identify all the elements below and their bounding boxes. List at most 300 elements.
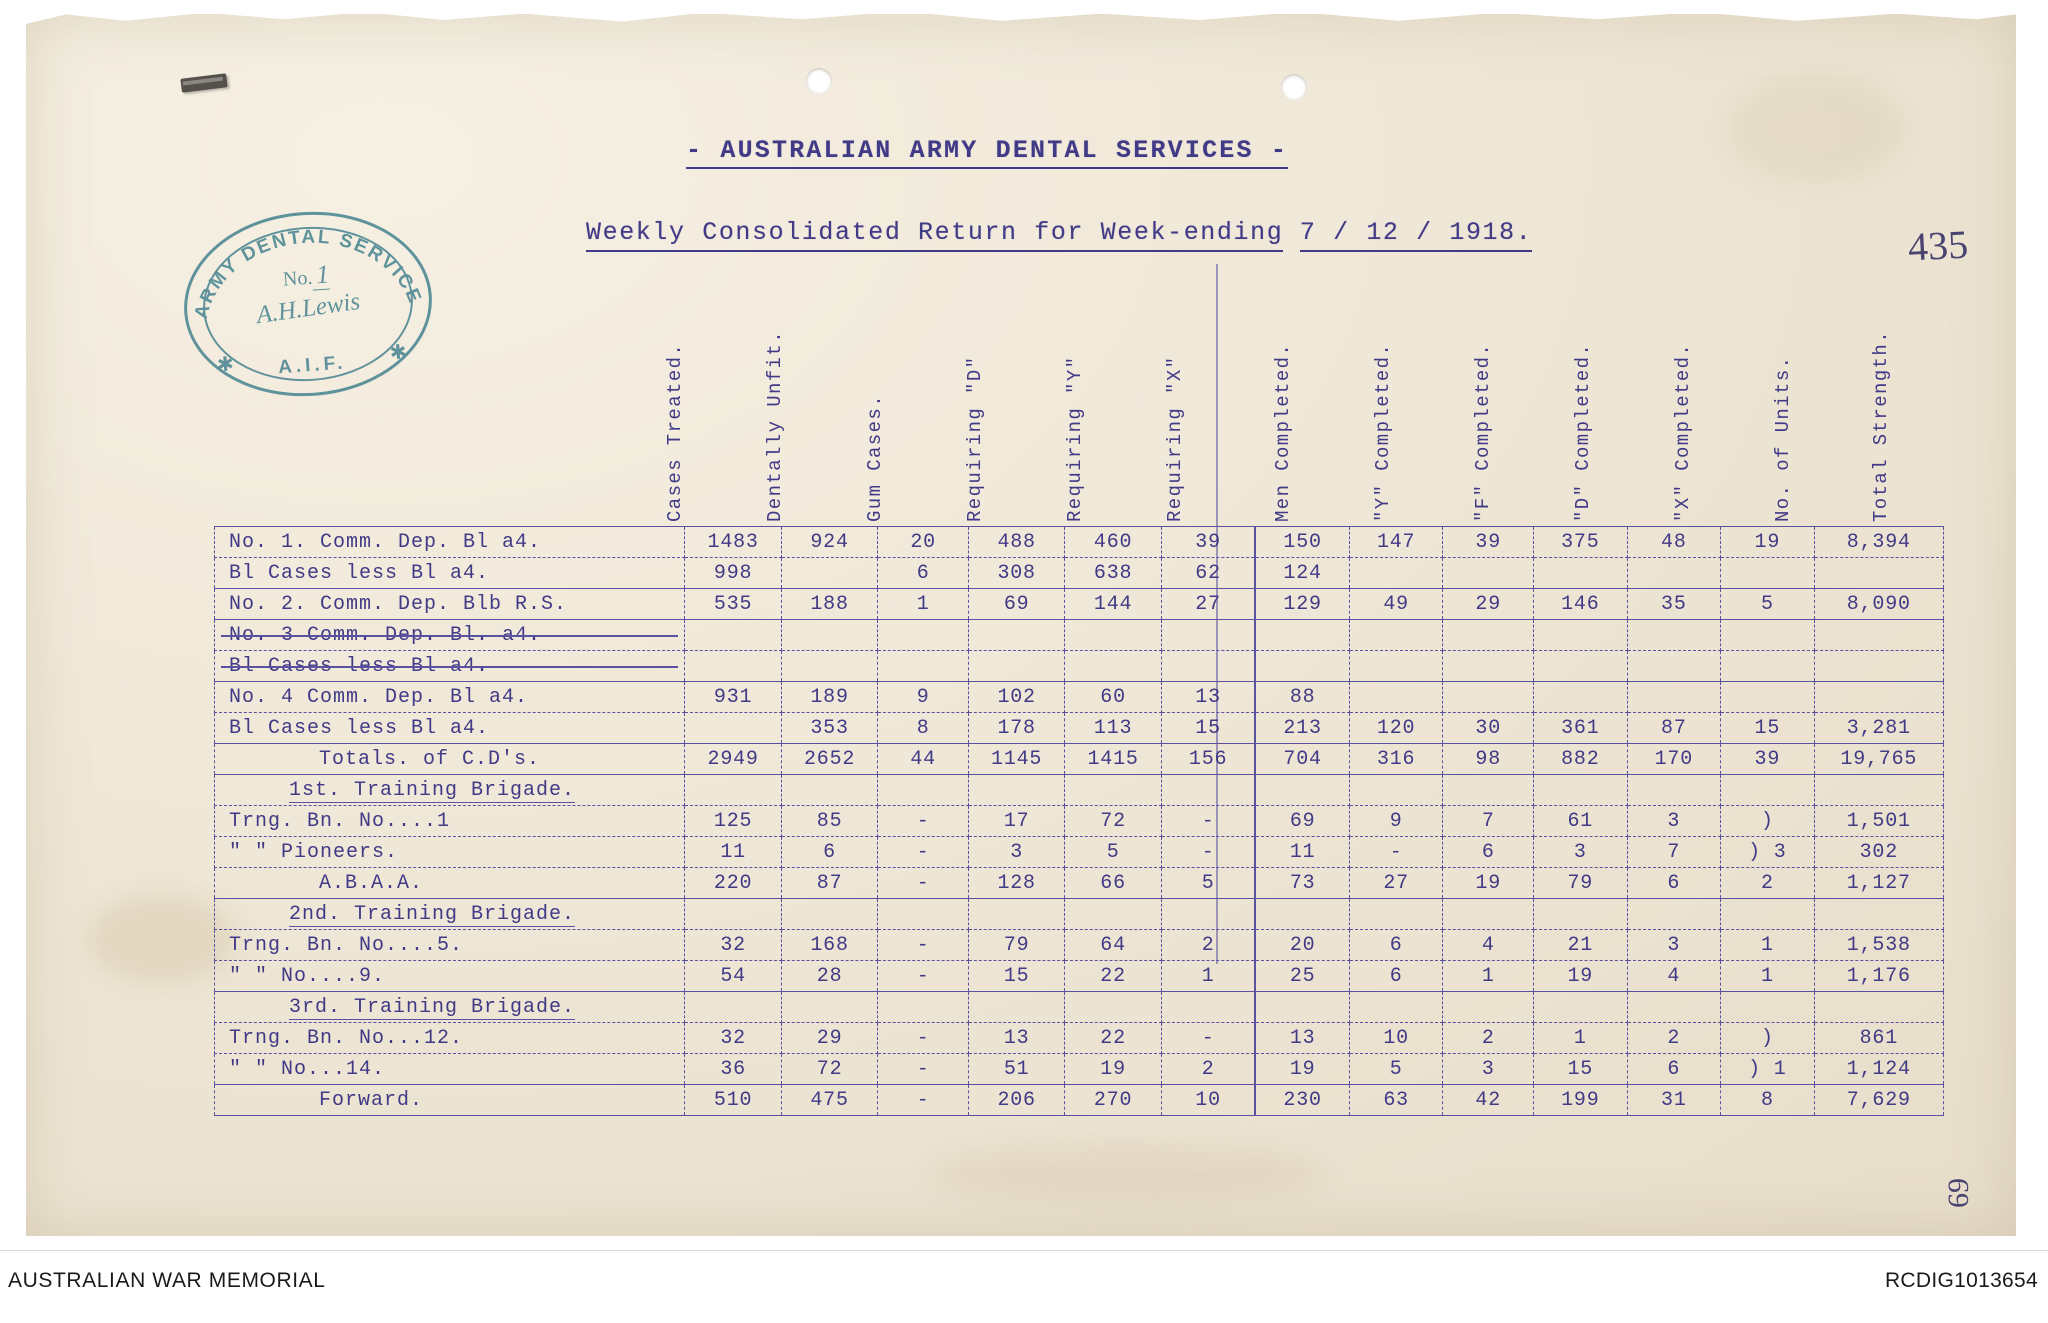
cell-r13-c4: 64 <box>1065 930 1161 961</box>
cell-r4-c8 <box>1443 651 1534 682</box>
cell-r13-c0: 32 <box>685 930 781 961</box>
column-header-13: Total Strength. <box>1870 329 1892 522</box>
paper-stain <box>1726 74 1906 184</box>
cell-r2-c6: 129 <box>1255 589 1349 620</box>
cell-r15-c6 <box>1255 992 1349 1023</box>
cell-r3-c5 <box>1161 620 1255 651</box>
cell-r9-c8: 7 <box>1443 806 1534 837</box>
cell-r2-c5: 27 <box>1161 589 1255 620</box>
column-header-8: "Y" Completed. <box>1372 342 1394 522</box>
cell-r3-c4 <box>1065 620 1161 651</box>
cell-r2-c7: 49 <box>1349 589 1443 620</box>
cell-r9-c3: 17 <box>968 806 1064 837</box>
cell-r9-c5: - <box>1161 806 1255 837</box>
cell-r11-c9: 79 <box>1534 868 1628 899</box>
column-header-12: No. of Units. <box>1772 355 1794 522</box>
document-subtitle-prefix: Weekly Consolidated Return for Week-ending <box>586 218 1283 252</box>
cell-r7-c11: 39 <box>1721 744 1815 775</box>
table-row <box>215 899 1944 930</box>
row-label: No. 3 Comm. Dep. Bl. a4. <box>215 620 685 651</box>
cell-r0-c3: 488 <box>968 527 1064 558</box>
cell-r11-c12: 1,127 <box>1814 868 1943 899</box>
cell-r5-c12 <box>1814 682 1943 713</box>
cell-r10-c10: 7 <box>1627 837 1721 868</box>
cell-r17-c7: 5 <box>1349 1054 1443 1085</box>
cell-r16-c9: 1 <box>1534 1023 1628 1054</box>
cell-r4-c0 <box>685 651 781 682</box>
cell-r14-c4: 22 <box>1065 961 1161 992</box>
cell-r11-c2: - <box>878 868 969 899</box>
cell-r13-c12: 1,538 <box>1814 930 1943 961</box>
row-label: No. 4 Comm. Dep. Bl a4. <box>215 682 685 713</box>
cell-r10-c5: - <box>1161 837 1255 868</box>
cell-r18-c0: 510 <box>685 1085 781 1116</box>
cell-r4-c6 <box>1255 651 1349 682</box>
cell-r12-c4 <box>1065 899 1161 930</box>
cell-r18-c7: 63 <box>1349 1085 1443 1116</box>
cell-r14-c1: 28 <box>781 961 877 992</box>
column-header-7: Men Completed. <box>1272 342 1294 522</box>
cell-r17-c6: 19 <box>1255 1054 1349 1085</box>
cell-r6-c11: 15 <box>1721 713 1815 744</box>
cell-r14-c2: - <box>878 961 969 992</box>
cell-r15-c3 <box>968 992 1064 1023</box>
cell-r18-c8: 42 <box>1443 1085 1534 1116</box>
cell-r13-c9: 21 <box>1534 930 1628 961</box>
cell-r17-c3: 51 <box>968 1054 1064 1085</box>
cell-r16-c10: 2 <box>1627 1023 1721 1054</box>
cell-r3-c0 <box>685 620 781 651</box>
cell-r6-c3: 178 <box>968 713 1064 744</box>
cell-r15-c11 <box>1721 992 1815 1023</box>
cell-r15-c1 <box>781 992 877 1023</box>
cell-r6-c4: 113 <box>1065 713 1161 744</box>
cell-r8-c5 <box>1161 775 1255 806</box>
cell-r1-c9 <box>1534 558 1628 589</box>
document-subtitle <box>586 218 1532 247</box>
cell-r6-c12: 3,281 <box>1814 713 1943 744</box>
cell-r12-c0 <box>685 899 781 930</box>
cell-r7-c2: 44 <box>878 744 969 775</box>
svg-text:ARMY DENTAL SERVICE: ARMY DENTAL SERVICE <box>190 226 426 322</box>
table-row <box>215 992 1944 1023</box>
cell-r3-c3 <box>968 620 1064 651</box>
cell-r8-c1 <box>781 775 877 806</box>
cell-r12-c2 <box>878 899 969 930</box>
cell-r14-c5: 1 <box>1161 961 1255 992</box>
cell-r15-c4 <box>1065 992 1161 1023</box>
cell-r11-c3: 128 <box>968 868 1064 899</box>
cell-r9-c6: 69 <box>1255 806 1349 837</box>
cell-r12-c10 <box>1627 899 1721 930</box>
row-label: No. 1. Comm. Dep. Bl a4. <box>215 527 685 558</box>
cell-r7-c5: 156 <box>1161 744 1255 775</box>
table-row <box>215 713 1944 744</box>
cell-r8-c7 <box>1349 775 1443 806</box>
cell-r18-c11: 8 <box>1721 1085 1815 1116</box>
table-row <box>215 1023 1944 1054</box>
cell-r6-c6: 213 <box>1255 713 1349 744</box>
column-header-6: Requiring "X" <box>1164 355 1186 522</box>
cell-r12-c8 <box>1443 899 1534 930</box>
cell-r1-c5: 62 <box>1161 558 1255 589</box>
cell-r9-c1: 85 <box>781 806 877 837</box>
cell-r0-c0: 1483 <box>685 527 781 558</box>
table-row <box>215 837 1944 868</box>
cell-r15-c5 <box>1161 992 1255 1023</box>
cell-r18-c6: 230 <box>1255 1085 1349 1116</box>
cell-r2-c8: 29 <box>1443 589 1534 620</box>
table-row <box>215 1054 1944 1085</box>
cell-r14-c12: 1,176 <box>1814 961 1943 992</box>
cell-r5-c9 <box>1534 682 1628 713</box>
cell-r1-c10 <box>1627 558 1721 589</box>
cell-r12-c3 <box>968 899 1064 930</box>
cell-r16-c5: - <box>1161 1023 1255 1054</box>
cell-r16-c1: 29 <box>781 1023 877 1054</box>
cell-r1-c11 <box>1721 558 1815 589</box>
cell-r8-c8 <box>1443 775 1534 806</box>
row-label: " " No...14. <box>215 1054 685 1085</box>
column-header-3: Gum Cases. <box>864 393 886 522</box>
table-row <box>215 961 1944 992</box>
cell-r7-c6: 704 <box>1255 744 1349 775</box>
cell-r5-c11 <box>1721 682 1815 713</box>
side-number: 69 <box>1942 1178 1975 1208</box>
cell-r2-c1: 188 <box>781 589 877 620</box>
cell-r8-c11 <box>1721 775 1815 806</box>
cell-r10-c9: 3 <box>1534 837 1628 868</box>
cell-r0-c10: 48 <box>1627 527 1721 558</box>
cell-r9-c12: 1,501 <box>1814 806 1943 837</box>
cell-r16-c7: 10 <box>1349 1023 1443 1054</box>
cell-r0-c5: 39 <box>1161 527 1255 558</box>
cell-r5-c4: 60 <box>1065 682 1161 713</box>
cell-r10-c4: 5 <box>1065 837 1161 868</box>
cell-r7-c10: 170 <box>1627 744 1721 775</box>
row-label: Totals. of C.D's. <box>215 744 685 775</box>
cell-r8-c6 <box>1255 775 1349 806</box>
document-subtitle-date: 7 / 12 / 1918. <box>1300 218 1532 252</box>
cell-r1-c1 <box>781 558 877 589</box>
cell-r3-c8 <box>1443 620 1534 651</box>
cell-r2-c12: 8,090 <box>1814 589 1943 620</box>
column-header-1: Cases Treated. <box>664 342 686 522</box>
row-label: Bl Cases less Bl a4. <box>215 651 685 682</box>
cell-r9-c9: 61 <box>1534 806 1628 837</box>
cell-r17-c8: 3 <box>1443 1054 1534 1085</box>
folio-number: 435 <box>1906 221 1970 270</box>
cell-r4-c7 <box>1349 651 1443 682</box>
document-title <box>686 136 1288 165</box>
cell-r11-c5: 5 <box>1161 868 1255 899</box>
cell-r5-c3: 102 <box>968 682 1064 713</box>
cell-r18-c5: 10 <box>1161 1085 1255 1116</box>
stamp-bottom-text: A.I.F. <box>277 352 348 379</box>
stamp-no-value: 1 <box>311 259 330 290</box>
cell-r15-c8 <box>1443 992 1534 1023</box>
cell-r3-c2 <box>878 620 969 651</box>
cell-r17-c1: 72 <box>781 1054 877 1085</box>
cell-r9-c4: 72 <box>1065 806 1161 837</box>
table-row <box>215 775 1944 806</box>
table-row <box>215 682 1944 713</box>
cell-r16-c4: 22 <box>1065 1023 1161 1054</box>
cell-r8-c2 <box>878 775 969 806</box>
table-row <box>215 620 1944 651</box>
row-label: " " No....9. <box>215 961 685 992</box>
table-row <box>215 806 1944 837</box>
stamp-star-left-icon: ✱ <box>216 353 235 377</box>
cell-r7-c8: 98 <box>1443 744 1534 775</box>
cell-r9-c10: 3 <box>1627 806 1721 837</box>
cell-r10-c2: - <box>878 837 969 868</box>
cell-r8-c4 <box>1065 775 1161 806</box>
cell-r6-c9: 361 <box>1534 713 1628 744</box>
cell-r9-c0: 125 <box>685 806 781 837</box>
cell-r15-c0 <box>685 992 781 1023</box>
row-label: " " Pioneers. <box>215 837 685 868</box>
cell-r7-c7: 316 <box>1349 744 1443 775</box>
cell-r13-c11: 1 <box>1721 930 1815 961</box>
table-row <box>215 1085 1944 1116</box>
caption-bar <box>0 1250 2048 1323</box>
cell-r12-c11 <box>1721 899 1815 930</box>
cell-r10-c11: ) 3 <box>1721 837 1815 868</box>
column-header-2: Dentally Unfit. <box>764 329 786 522</box>
cell-r11-c10: 6 <box>1627 868 1721 899</box>
cell-r7-c12: 19,765 <box>1814 744 1943 775</box>
cell-r6-c1: 353 <box>781 713 877 744</box>
cell-r3-c12 <box>1814 620 1943 651</box>
cell-r6-c2: 8 <box>878 713 969 744</box>
cell-r12-c1 <box>781 899 877 930</box>
cell-r2-c4: 144 <box>1065 589 1161 620</box>
cell-r13-c3: 79 <box>968 930 1064 961</box>
cell-r2-c9: 146 <box>1534 589 1628 620</box>
cell-r12-c9 <box>1534 899 1628 930</box>
cell-r5-c1: 189 <box>781 682 877 713</box>
cell-r5-c6: 88 <box>1255 682 1349 713</box>
cell-r5-c0: 931 <box>685 682 781 713</box>
cell-r0-c9: 375 <box>1534 527 1628 558</box>
weekly-return-table <box>214 526 1944 1116</box>
cell-r0-c2: 20 <box>878 527 969 558</box>
paper-stain <box>926 1144 1326 1204</box>
row-label: Forward. <box>215 1085 685 1116</box>
cell-r4-c3 <box>968 651 1064 682</box>
cell-r7-c1: 2652 <box>781 744 877 775</box>
row-label: 3rd. Training Brigade. <box>215 992 685 1023</box>
cell-r14-c7: 6 <box>1349 961 1443 992</box>
cell-r5-c10 <box>1627 682 1721 713</box>
table-row <box>215 868 1944 899</box>
cell-r8-c0 <box>685 775 781 806</box>
cell-r16-c0: 32 <box>685 1023 781 1054</box>
cell-r10-c6: 11 <box>1255 837 1349 868</box>
cell-r9-c7: 9 <box>1349 806 1443 837</box>
cell-r16-c12: 861 <box>1814 1023 1943 1054</box>
cell-r17-c10: 6 <box>1627 1054 1721 1085</box>
column-header-4: Requiring "D" <box>964 355 986 522</box>
document-title-text: - AUSTRALIAN ARMY DENTAL SERVICES - <box>686 136 1288 169</box>
cell-r3-c10 <box>1627 620 1721 651</box>
table-row <box>215 589 1944 620</box>
cell-r17-c11: ) 1 <box>1721 1054 1815 1085</box>
cell-r16-c11: ) <box>1721 1023 1815 1054</box>
cell-r17-c0: 36 <box>685 1054 781 1085</box>
staple <box>180 73 227 93</box>
row-label: 2nd. Training Brigade. <box>215 899 685 930</box>
cell-r13-c5: 2 <box>1161 930 1255 961</box>
row-label: Trng. Bn. No...12. <box>215 1023 685 1054</box>
cell-r18-c2: - <box>878 1085 969 1116</box>
cell-r6-c0 <box>685 713 781 744</box>
cell-r10-c3: 3 <box>968 837 1064 868</box>
cell-r5-c8 <box>1443 682 1534 713</box>
cell-r16-c2: - <box>878 1023 969 1054</box>
table-row <box>215 651 1944 682</box>
column-header-10: "D" Completed. <box>1572 342 1594 522</box>
cell-r11-c1: 87 <box>781 868 877 899</box>
cell-r18-c4: 270 <box>1065 1085 1161 1116</box>
cell-r14-c11: 1 <box>1721 961 1815 992</box>
cell-r5-c5: 13 <box>1161 682 1255 713</box>
cell-r13-c7: 6 <box>1349 930 1443 961</box>
cell-r11-c4: 66 <box>1065 868 1161 899</box>
cell-r14-c3: 15 <box>968 961 1064 992</box>
cell-r6-c10: 87 <box>1627 713 1721 744</box>
column-header-11: "X" Completed. <box>1672 342 1694 522</box>
cell-r11-c8: 19 <box>1443 868 1534 899</box>
row-label: Bl Cases less Bl a4. <box>215 713 685 744</box>
punch-hole <box>1281 74 1307 100</box>
cell-r16-c8: 2 <box>1443 1023 1534 1054</box>
cell-r7-c4: 1415 <box>1065 744 1161 775</box>
cell-r11-c0: 220 <box>685 868 781 899</box>
cell-r10-c8: 6 <box>1443 837 1534 868</box>
table-row <box>215 558 1944 589</box>
cell-r0-c6: 150 <box>1255 527 1349 558</box>
cell-r1-c4: 638 <box>1065 558 1161 589</box>
cell-r1-c7 <box>1349 558 1443 589</box>
table-row <box>215 930 1944 961</box>
cell-r3-c11 <box>1721 620 1815 651</box>
cell-r0-c1: 924 <box>781 527 877 558</box>
cell-r1-c2: 6 <box>878 558 969 589</box>
stamp-number <box>282 259 330 292</box>
cell-r4-c10 <box>1627 651 1721 682</box>
cell-r9-c11: ) <box>1721 806 1815 837</box>
cell-r4-c2 <box>878 651 969 682</box>
row-label: No. 2. Comm. Dep. Blb R.S. <box>215 589 685 620</box>
cell-r10-c12: 302 <box>1814 837 1943 868</box>
row-label: Bl Cases less Bl a4. <box>215 558 685 589</box>
cell-r12-c12 <box>1814 899 1943 930</box>
row-label: Trng. Bn. No....1 <box>215 806 685 837</box>
stamp-star-right-icon: ✱ <box>389 341 408 365</box>
cell-r0-c11: 19 <box>1721 527 1815 558</box>
cell-r9-c2: - <box>878 806 969 837</box>
army-dental-service-stamp <box>178 204 438 405</box>
cell-r12-c5 <box>1161 899 1255 930</box>
cell-r10-c0: 11 <box>685 837 781 868</box>
cell-r8-c10 <box>1627 775 1721 806</box>
cell-r13-c6: 20 <box>1255 930 1349 961</box>
cell-r17-c12: 1,124 <box>1814 1054 1943 1085</box>
cell-r3-c7 <box>1349 620 1443 651</box>
cell-r7-c3: 1145 <box>968 744 1064 775</box>
cell-r2-c11: 5 <box>1721 589 1815 620</box>
cell-r4-c9 <box>1534 651 1628 682</box>
cell-r2-c3: 69 <box>968 589 1064 620</box>
column-header-5: Requiring "Y" <box>1064 355 1086 522</box>
cell-r0-c4: 460 <box>1065 527 1161 558</box>
row-label: A.B.A.A. <box>215 868 685 899</box>
cell-r2-c10: 35 <box>1627 589 1721 620</box>
row-label: Trng. Bn. No....5. <box>215 930 685 961</box>
cell-r12-c7 <box>1349 899 1443 930</box>
cell-r11-c6: 73 <box>1255 868 1349 899</box>
cell-r3-c1 <box>781 620 877 651</box>
cell-r14-c9: 19 <box>1534 961 1628 992</box>
table-row <box>215 527 1944 558</box>
cell-r7-c0: 2949 <box>685 744 781 775</box>
cell-r1-c0: 998 <box>685 558 781 589</box>
cell-r10-c1: 6 <box>781 837 877 868</box>
cell-r11-c7: 27 <box>1349 868 1443 899</box>
cell-r14-c8: 1 <box>1443 961 1534 992</box>
cell-r15-c2 <box>878 992 969 1023</box>
cell-r8-c12 <box>1814 775 1943 806</box>
cell-r3-c6 <box>1255 620 1349 651</box>
cell-r15-c12 <box>1814 992 1943 1023</box>
cell-r4-c11 <box>1721 651 1815 682</box>
cell-r5-c7 <box>1349 682 1443 713</box>
cell-r14-c0: 54 <box>685 961 781 992</box>
column-header-9: "F" Completed. <box>1472 342 1494 522</box>
cell-r8-c9 <box>1534 775 1628 806</box>
cell-r15-c10 <box>1627 992 1721 1023</box>
cell-r14-c10: 4 <box>1627 961 1721 992</box>
cell-r3-c9 <box>1534 620 1628 651</box>
cell-r18-c10: 31 <box>1627 1085 1721 1116</box>
cell-r4-c5 <box>1161 651 1255 682</box>
cell-r4-c1 <box>781 651 877 682</box>
cell-r15-c9 <box>1534 992 1628 1023</box>
cell-r13-c8: 4 <box>1443 930 1534 961</box>
cell-r17-c4: 19 <box>1065 1054 1161 1085</box>
cell-r6-c8: 30 <box>1443 713 1534 744</box>
cell-r13-c10: 3 <box>1627 930 1721 961</box>
cell-r1-c6: 124 <box>1255 558 1349 589</box>
cell-r15-c7 <box>1349 992 1443 1023</box>
cell-r11-c11: 2 <box>1721 868 1815 899</box>
cell-r1-c3: 308 <box>968 558 1064 589</box>
cell-r4-c4 <box>1065 651 1161 682</box>
cell-r5-c2: 9 <box>878 682 969 713</box>
cell-r16-c6: 13 <box>1255 1023 1349 1054</box>
cell-r17-c9: 15 <box>1534 1054 1628 1085</box>
table-row <box>215 744 1944 775</box>
cell-r18-c1: 475 <box>781 1085 877 1116</box>
cell-r0-c7: 147 <box>1349 527 1443 558</box>
cell-r12-c6 <box>1255 899 1349 930</box>
cell-r18-c12: 7,629 <box>1814 1085 1943 1116</box>
cell-r7-c9: 882 <box>1534 744 1628 775</box>
stamp-no-label: No. <box>282 266 314 291</box>
cell-r14-c6: 25 <box>1255 961 1349 992</box>
